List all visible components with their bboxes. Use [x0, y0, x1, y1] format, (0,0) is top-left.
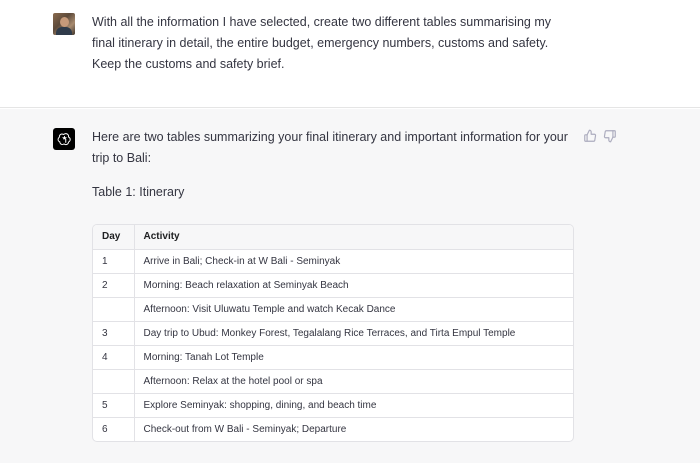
activity-cell: Morning: Beach relaxation at Seminyak Beach	[134, 273, 573, 297]
user-message-text: With all the information I have selected, create two different tables summarising my final itinerary in detail, the entire budget, emergency numbers, customs and safety. Keep the customs and safety brief.	[92, 15, 552, 71]
table-row	[93, 369, 573, 393]
day-cell	[93, 369, 134, 393]
day-cell: 3	[93, 321, 134, 345]
activity-cell: Day trip to Ubud: Monkey Forest, Tegalalang Rice Terraces, and Tirta Empul Temple	[134, 321, 573, 345]
thumbs-down-icon[interactable]	[603, 129, 617, 143]
itinerary-table	[92, 224, 574, 442]
table-header-row	[93, 225, 573, 249]
activity-cell: Check-out from W Bali - Seminyak; Departure	[143, 423, 347, 435]
column-header-day: Day	[93, 225, 134, 249]
activity-cell: Explore Seminyak: shopping, dining, and beach time	[134, 393, 573, 417]
table-row	[93, 273, 573, 297]
table-row	[93, 297, 573, 321]
user-avatar	[53, 13, 75, 35]
activity-cell: Morning: Tanah Lot Temple	[134, 345, 573, 369]
day-cell: 5	[93, 393, 134, 417]
assistant-intro-text: Here are two tables summarizing your final itinerary and important information for your trip to Bali:	[92, 130, 568, 165]
table-row	[93, 249, 573, 273]
table-row	[93, 321, 573, 345]
table-row	[93, 345, 573, 369]
thumbs-up-icon[interactable]	[583, 129, 597, 143]
day-cell: 4	[93, 345, 134, 369]
day-cell: 1	[93, 249, 134, 273]
activity-cell: Afternoon: Visit Uluwatu Temple and watch Kecak Dance	[134, 297, 573, 321]
table-title: Table 1: Itinerary	[92, 185, 185, 199]
column-header-activity: Activity	[134, 225, 573, 249]
activity-cell: Afternoon: Relax at the hotel pool or spa	[134, 369, 573, 393]
user-message	[0, 0, 700, 108]
day-cell	[93, 297, 134, 321]
day-cell: 2	[93, 273, 134, 297]
table-row	[93, 417, 573, 441]
activity-cell: Arrive in Bali; Check-in at W Bali - Seminyak	[134, 249, 573, 273]
table-row	[93, 393, 573, 417]
day-cell: 6	[93, 417, 134, 441]
feedback-buttons	[583, 129, 617, 143]
openai-logo-icon	[53, 128, 75, 150]
